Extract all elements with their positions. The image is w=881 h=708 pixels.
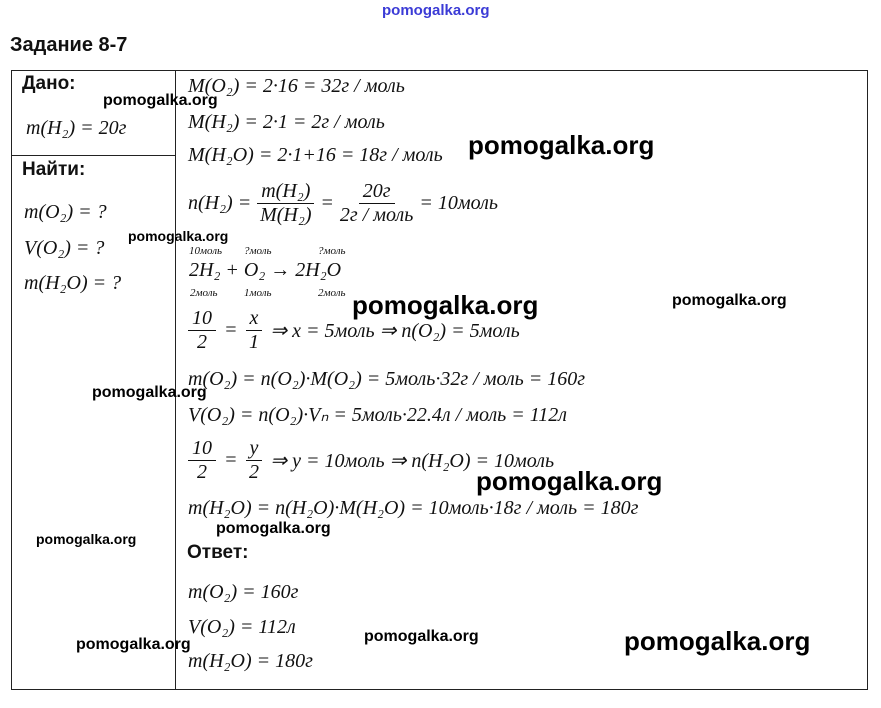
find-item: m(H₂O) = ? (24, 272, 122, 294)
fraction-denominator: 1 (248, 331, 259, 353)
watermark: pomogalka.org (624, 626, 811, 656)
fraction-denominator: 2 (197, 461, 207, 483)
watermark: pomogalka.org (216, 520, 331, 537)
find-item: V(O₂) = ? (24, 237, 105, 259)
fraction (246, 307, 263, 354)
watermark: pomogalka.org (468, 130, 655, 160)
table-divider-vertical (175, 70, 176, 690)
given-item: m(H₂) = 20г (26, 117, 127, 139)
proportion-h2o-result: ⇒ y = 10моль ⇒ n(H₂O) = 10моль (270, 450, 555, 472)
given-label: Дано: (22, 73, 76, 94)
fraction-numerator: m(H₂) (257, 180, 314, 204)
reaction-annotation-top: ?моль (244, 245, 272, 257)
equals-sign: = (224, 319, 238, 341)
reaction-annotation-top: ?моль (318, 245, 346, 257)
fraction-numerator: 10 (188, 307, 216, 331)
watermark: pomogalka.org (103, 92, 218, 109)
mass-h2o-calc: m(H₂O) = n(H₂O)·M(H₂O) = 10моль·18г / моль = 180г (188, 497, 639, 519)
find-label: Найти: (22, 159, 86, 180)
reaction-annotation-top: 10моль (189, 245, 223, 257)
fraction-denominator: 2г / моль (339, 204, 414, 226)
fraction (246, 437, 263, 484)
watermark: pomogalka.org (76, 636, 191, 653)
reaction-annotation-bottom: 1моль (244, 287, 272, 299)
fraction (188, 437, 216, 484)
answer-item: m(O₂) = 160г (188, 581, 299, 603)
watermark: pomogalka.org (364, 628, 479, 645)
fraction-numerator: x (246, 307, 263, 331)
reaction-annotation-bottom: 2моль (190, 287, 218, 299)
site-header-link[interactable]: pomogalka.org (382, 2, 490, 19)
watermark: pomogalka.org (476, 466, 663, 496)
watermark: pomogalka.org (92, 384, 207, 401)
answer-item: m(H₂O) = 180г (188, 650, 313, 672)
fraction (257, 180, 314, 227)
fraction (340, 180, 413, 227)
volume-o2-calc: V(O₂) = n(O₂)·Vₙ = 5моль·22.4л / моль = 112л (188, 404, 568, 426)
table-divider-given-find (11, 155, 176, 156)
reaction-equation: 2H₂ + O₂ → 2H₂O (189, 259, 342, 281)
watermark: pomogalka.org (36, 531, 137, 547)
molar-mass-h2: M(H₂) = 2·1 = 2г / моль (188, 111, 385, 133)
task-title: Задание 8-7 (10, 34, 128, 56)
amount-h2-result: = 10моль (419, 192, 498, 214)
fraction-numerator: 10 (188, 437, 216, 461)
watermark: pomogalka.org (128, 228, 229, 244)
mass-o2-calc: m(O₂) = n(O₂)·M(O₂) = 5моль·32г / моль = 160г (188, 368, 586, 390)
fraction-denominator: M(H₂) (260, 204, 312, 226)
equals-sign: = (320, 192, 334, 214)
find-item: m(O₂) = ? (24, 201, 107, 223)
proportion-o2-result: ⇒ x = 5моль ⇒ n(O₂) = 5моль (270, 320, 520, 342)
fraction-numerator: y (246, 437, 263, 461)
amount-h2-lhs: n(H₂) = (188, 192, 252, 214)
answer-item: V(O₂) = 112л (188, 616, 296, 638)
watermark: pomogalka.org (352, 290, 539, 320)
molar-mass-o2: M(O₂) = 2·16 = 32г / моль (188, 75, 405, 97)
fraction-denominator: 2 (248, 461, 259, 483)
molar-mass-h2o: M(H₂O) = 2·1+16 = 18г / моль (188, 144, 443, 166)
reaction-annotation-bottom: 2моль (318, 287, 346, 299)
equals-sign: = (224, 449, 238, 471)
fraction-denominator: 2 (197, 331, 207, 353)
answer-label: Ответ: (187, 542, 249, 563)
watermark: pomogalka.org (672, 292, 787, 309)
fraction-numerator: 20г (359, 180, 395, 204)
amount-h2-formula (188, 180, 498, 227)
fraction (188, 307, 216, 354)
